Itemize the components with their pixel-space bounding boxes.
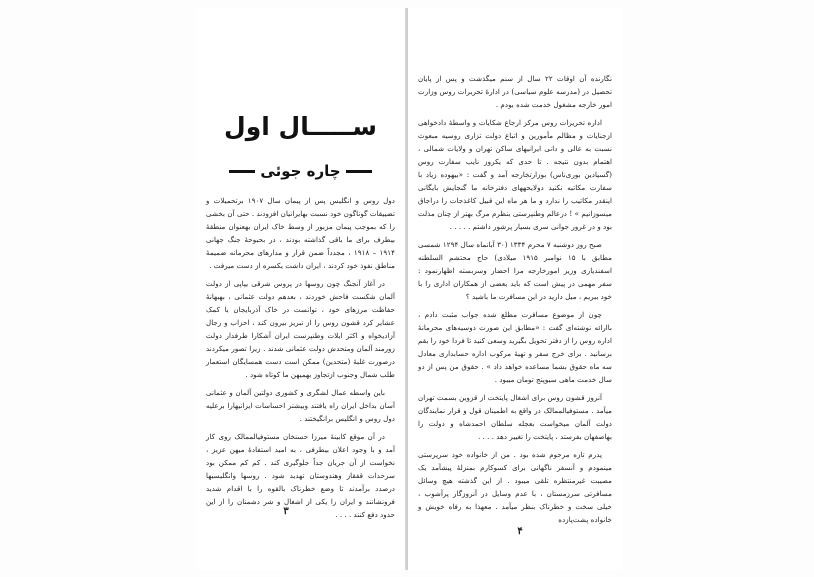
chapter-title: ســـــال اول xyxy=(224,112,377,141)
paragraph: اداره تحریرات روس مرکز ارجاع شکایات و واسطهٔ دادخواهی ازجنایات و مظالم مأمورین و اتباع دولت تزاری روسیه مبعوث نسبت به عالی و دانی ایرانیهای ساکن تهران و ولایات شمالی ، اهتمام بدون نتیجه . تا حدی که یکروز نایب سفارت روس (گسیادین بوری‌ناس) بوزارتخارجه آمد و گفت : «بیهوده زیاد با سفارت مکاتبه نکنید دولایحههای دفترخانه ما گنجایش بایگانی اینقدر مکاتیب را ندارد و ما هر ماه این قبیل کاغذجات را دراجاق میسوزانیم » ! درعالم وطنپرستی بنظرم مرگ بهتر از چنان مذلت بود و در غرور جوانی سری بسیار پرشور داشتم . . . . . xyxy=(418,118,612,231)
title-rule-right xyxy=(346,170,372,173)
paragraph: دول روس و انگلیس پس از پیمان سال ۱۹۰۷ برتحمیلات و تضییقات گوناگون خود نسبت بهایرانیان افزودند . حتی آن بخشی را که بموجب پیمان مزبور از وسط خاک ایران بهعنوان منطقهٔ بیطرف برای ما باقی گذاشته بودند ، در بحبوحهٔ جنگ جهانی ۱۹۱۴ – ۱۹۱۸ ، مجدداً ضمن قرار و مدارهای محرمانه ضمیمهٔ مناطق نفوذ خود کردند ، ایران داشت یکسره از دست میرفت . xyxy=(206,196,395,270)
page-number: ۳ xyxy=(283,506,289,517)
left-page-body xyxy=(206,194,395,522)
paragraph: در آغاز آنجنگ چون روسها در پروس شرقی یپاپی از دولت آلمان شکست فاحش خوردند ، بعدهم دولت عثمانی ، بهبهانهٔ حفاظت مرزهای خود ، توانست در خاک آذربایجان با کمک عشایر کرد قشون روس را از تبریز بیرون کند ، احزاب و رجال آزادیخواه و اکثر ایلات وطنپرست ایران آشکارا طرفدار دولت زورمند آلمان ومتحدش دولت عثمانی شدند . زیرا تصور میکردند درصورت غلبهٔ (متحدین) ممکن است دست همسایگان استعمار طلب شمال وجنوب ازتجاوز بهمیهن ما کوتاه شود . xyxy=(206,279,395,379)
left-page xyxy=(196,8,406,570)
right-page-body xyxy=(418,72,612,534)
paragraph: پدرم تازه مرحوم شده بود . من از خانواده خود سرپرستی مینمودم و آنسفر ناگهانی برای کسوکارم بمنزلهٔ پیشآمد یک مصیبت غیرمنتظره تلقی میبود . از این گذشته هیچ وسائل مسافرتی سرزمستان ، با عدم وسایل در آنروزگار پرآشوب ، خیلی سخت و خطرناک بنظر میآمد . معهذا به رفاه خویش و خانواده پشت‌پازده xyxy=(418,450,612,524)
paragraph: باین واسطه عمال لشگری و کشوری دولتین آلمان و عثمانی آسان بداخل ایران راه یافتند وبیشتر احساسات ایرانیهارا برعلیه دول روس و انگلیس برانگیختند . xyxy=(206,388,395,423)
section-title-row xyxy=(196,162,405,180)
page-number: ۴ xyxy=(517,526,523,537)
title-rule-left xyxy=(229,170,255,173)
paragraph: چون از موضوع مسافرت مطلع شده جواب مثبت دادم ، باارائه نوشته‌ای گفت : «مطابق این صورت دوسیه‌های محرمانهٔ اداره روس را از دفتر تحویل بگیرید وسعی کنید تا فردا خود را بقم برسانید . برای خرج سفر و تهیهٔ مرکوب اداره حسابداری معادل سه ماه حقوق بشما مساعده خواهد داد » . حقوق من پس از دو سال خدمت ماهی سیوپنج تومان میبود . xyxy=(418,310,612,384)
paragraph: صبح روز دوشنبه ۷ محرم ۱۳۳۴ (۳۰ آبانماه سال ۱۲۹۴ شمسی مطابق با ۱۵ نوامبر ۱۹۱۵ میلادی) حاج محتشم السلطنه اسفندیاری وزیر امورخارجه مرا احضار وسربسته اظهارنمود : سفر مهمی در پیش است که باید بعضی از همکاران اداری را با خود ببریم ، میل دارید در این مسافرت ما باشید ؟ xyxy=(418,240,612,301)
paragraph: نگارنده آن اوقات ۲۲ سال از سنم میگذشت و پس از پایان تحصیل در (مدرسه علوم سیاسی) در ادارهٔ تحریرات روس وزارت امور خارجه مشغول خدمت شده بودم . xyxy=(418,74,612,109)
paragraph: آنروز قشون روس برای اشغال پایتخت از قزوین بسمت تهران میآمد . مستوفیالممالک در واقع به اطمینان قول و قرار نمایندگان دولت آلمان میخواست بعجله سلطان احمدشاه و دولت را بهاصفهان بفرستد ، پایتخت را تغییر دهد . . . . xyxy=(418,393,612,441)
section-title: چاره جوئی xyxy=(260,162,341,180)
paragraph: در آن موقع کابینهٔ میرزا حسنخان مستوفیالممالک روی کار آمد و با وجود اعلان بیطرفی ، به امید استفادهٔ میهن عزیز ، نخواست از آن جریان جداً جلوگیری کند . کم کم ممکن بود سرحدات قفقاز وهندوستان تهدید شود . روسها وانگلیسیها درصدد برآمدند تا وضع خطرناک بالقوه را با اقدام شدید فرونشانند و ایران را یکی از اشغال و شر دشمنان را از این حدود دفع کنند . . . . xyxy=(206,432,395,519)
right-page xyxy=(408,8,622,570)
